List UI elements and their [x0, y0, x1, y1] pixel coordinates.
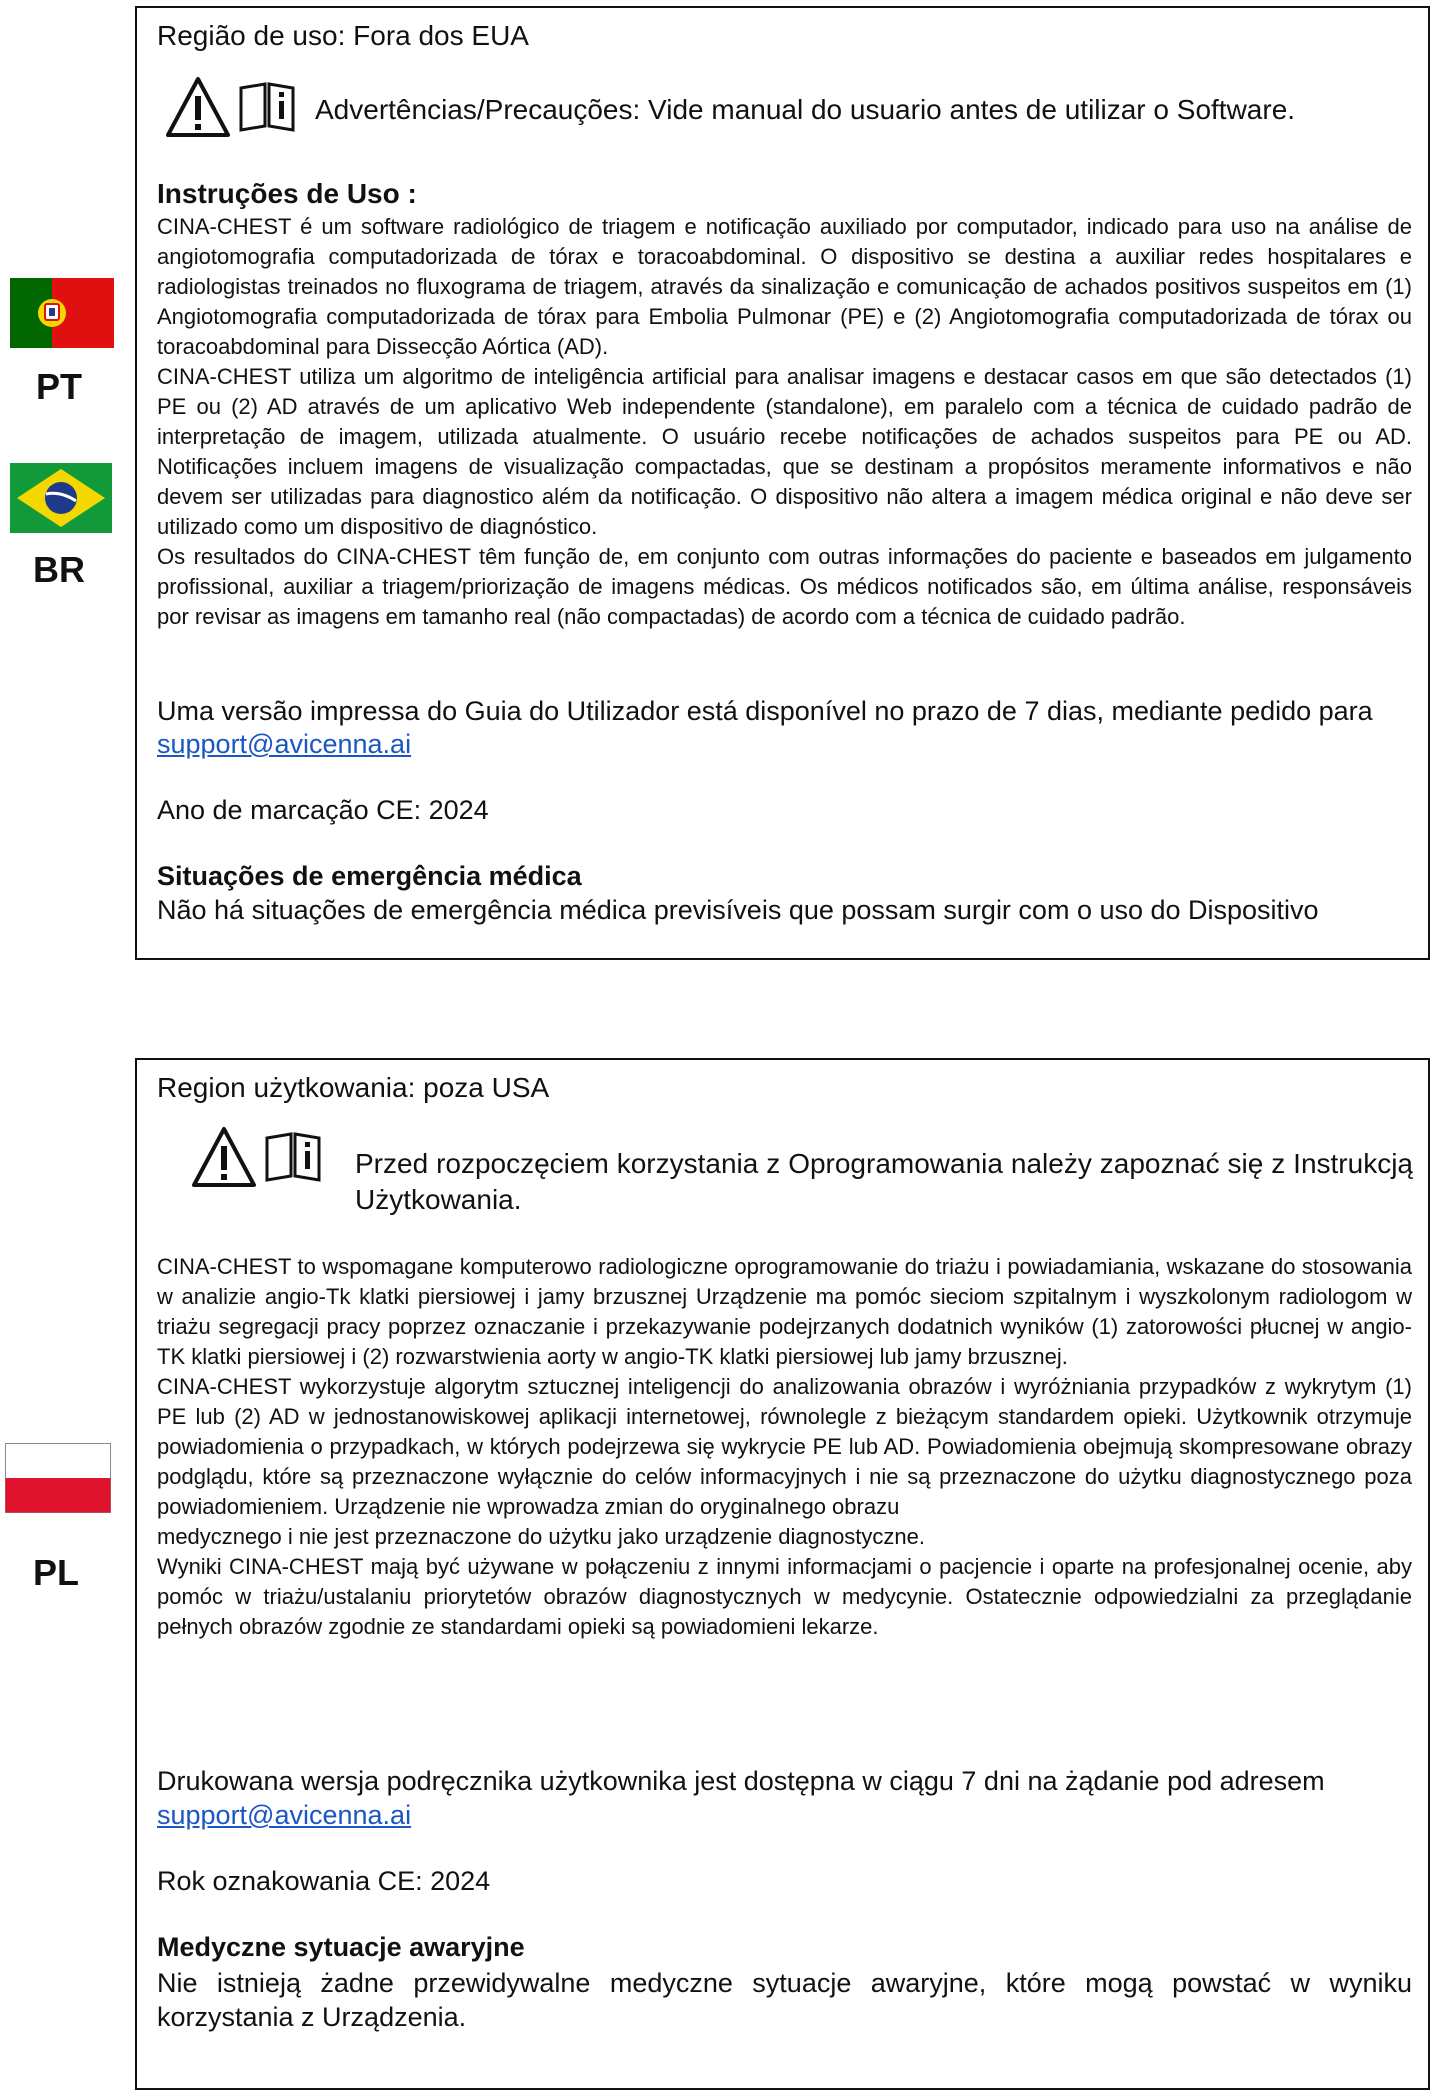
country-code-pl: PL: [33, 1552, 80, 1593]
info-manual-icon: [237, 82, 297, 132]
portugal-flag: [10, 278, 114, 348]
printed-guide-text: Drukowana wersja podręcznika użytkownika jest dostępna w ciągu 7 dni na żądanie pod adresem: [157, 1766, 1325, 1796]
instructions-body: [157, 1252, 1412, 1642]
instructions-paragraph: CINA-CHEST é um software radiológico de triagem e notificação auxiliado por computador, indicado para uso na análise de angiotomografia computadorizada de tórax e toracoabdominal. O dispositivo se destina a auxiliar redes hospitalares e radiologistas treinados no fluxograma de triagem, através da sinalização e comunicação de achados positivos suspeitos em (1) Angiotomografia computadorizada de tórax para Embolia Pulmonar (PE) e (2) Angiotomografia computadorizada de tórax ou toracoabdominal para Dissecção Aórtica (AD).: [157, 214, 1412, 359]
brazil-flag: [10, 463, 112, 533]
warning-text: Przed rozpoczęciem korzystania z Oprogramowania należy zapoznać się z Instrukcją Użytkowania.: [355, 1148, 1413, 1215]
region-of-use: Region użytkowania: poza USA: [157, 1072, 550, 1103]
country-code-pt: PT: [36, 366, 83, 407]
pt-label-box: [135, 6, 1430, 960]
emergency-text: Não há situações de emergência médica previsíveis que possam surgir com o uso do Dispositivo: [157, 895, 1319, 925]
instructions-paragraph: CINA-CHEST utiliza um algoritmo de inteligência artificial para analisar imagens e destacar casos em que são detectados (1) PE ou (2) AD através de um aplicativo Web independente (standalone), em paralelo com a técnica de cuidado padrão de interpretação de imagem, utilizada atualmente. O usuário recebe notificações de achados suspeitos para PE ou AD. Notificações incluem imagens de visualização compactadas, que se destinam a propósitos meramente informativos e não devem ser utilizadas para diagnostico além da notificação. O dispositivo não altera a imagem médica original e não deve ser utilizado como um dispositivo de diagnóstico.: [157, 364, 1412, 539]
instructions-heading: Instruções de Uso :: [157, 178, 417, 209]
support-email-link[interactable]: support@avicenna.ai: [157, 729, 412, 759]
warning-triangle-icon: [191, 1126, 257, 1188]
ce-marking-year: Rok oznakowania CE: 2024: [157, 1866, 491, 1896]
info-manual-icon: [263, 1132, 323, 1182]
country-code-br: BR: [33, 549, 85, 590]
emergency-heading: Situações de emergência médica: [157, 861, 582, 891]
instructions-paragraph: Os resultados do CINA-CHEST têm função de, em conjunto com outras informações do paciente e baseados em julgamento profissional, auxiliar a triagem/priorização de imagens médicas. Os médicos notificados são, em última análise, responsáveis por revisar as imagens em tamanho real (não compactadas) de acordo com a técnica de cuidado padrão.: [157, 544, 1412, 629]
instructions-paragraph: CINA-CHEST to wspomagane komputerowo radiologiczne oprogramowanie do triażu i powiadamiania, wskazane do stosowania w analizie angio-Tk klatki piersiowej i jamy brzusznej Urządzenie ma pomóc sieciom szpitalnym i wyszkolonym radiologom w triażu segregacji pracy poprzez oznaczanie i przekazywanie podejrzanych dodatnich wyników (1) zatorowości płucnej w angio-TK klatki piersiowej i (2) rozwarstwienia aorty w angio-TK klatki piersiowej lub jamy brzusznej.: [157, 1254, 1412, 1369]
emergency-heading: Medyczne sytuacje awaryjne: [157, 1932, 525, 1962]
warning-icons: [165, 76, 297, 138]
warning-text: Advertências/Precauções: Vide manual do usuario antes de utilizar o Software.: [315, 94, 1296, 125]
warning-triangle-icon: [165, 76, 231, 138]
poland-flag: [5, 1443, 111, 1513]
ce-marking-year: Ano de marcação CE: 2024: [157, 795, 489, 825]
emergency-text: Nie istnieją żadne przewidywalne medyczne sytuacje awaryjne, które mogą powstać w wyniku korzystania z Urządzenia.: [157, 1968, 1412, 2032]
instructions-paragraph: CINA-CHEST wykorzystuje algorytm sztucznej inteligencji do analizowania obrazów i wyróżniania przypadków z wykrytym (1) PE lub (2) AD w jednostanowiskowej aplikacji internetowej, równolegle z bieżącym standardem opieki. Użytkownik otrzymuje powiadomienia o przypadkach, w których podejrzewa się wykrycie PE lub AD. Powiadomienia obejmują skompresowane obrazy podglądu, które są przeznaczone wyłącznie do celów informacyjnych i nie są przeznaczone do użytku diagnostycznego poza powiadomieniem. Urządzenie nie wprowadza zmian do oryginalnego obrazu: [157, 1374, 1412, 1519]
instructions-paragraph: Wyniki CINA-CHEST mają być używane w połączeniu z innymi informacjami o pacjencie i oparte na profesjonalnej ocenie, aby pomóc w triażu/ustalaniu priorytetów obrazów diagnostycznych w medycynie. Ostatecznie odpowiedzialni za przeglądanie pełnych obrazów zgodnie ze standardami opieki są powiadomieni lekarze.: [157, 1554, 1412, 1639]
pl-label-box: [135, 1058, 1430, 2090]
warning-icons: [191, 1126, 323, 1188]
instructions-body: [157, 212, 1412, 632]
region-of-use: Região de uso: Fora dos EUA: [157, 20, 529, 51]
printed-guide-text: Uma versão impressa do Guia do Utilizador está disponível no prazo de 7 dias, mediante pedido para: [157, 696, 1373, 726]
instructions-paragraph: medycznego i nie jest przeznaczone do użytku jako urządzenie diagnostyczne.: [157, 1524, 926, 1549]
support-email-link[interactable]: support@avicenna.ai: [157, 1800, 412, 1830]
